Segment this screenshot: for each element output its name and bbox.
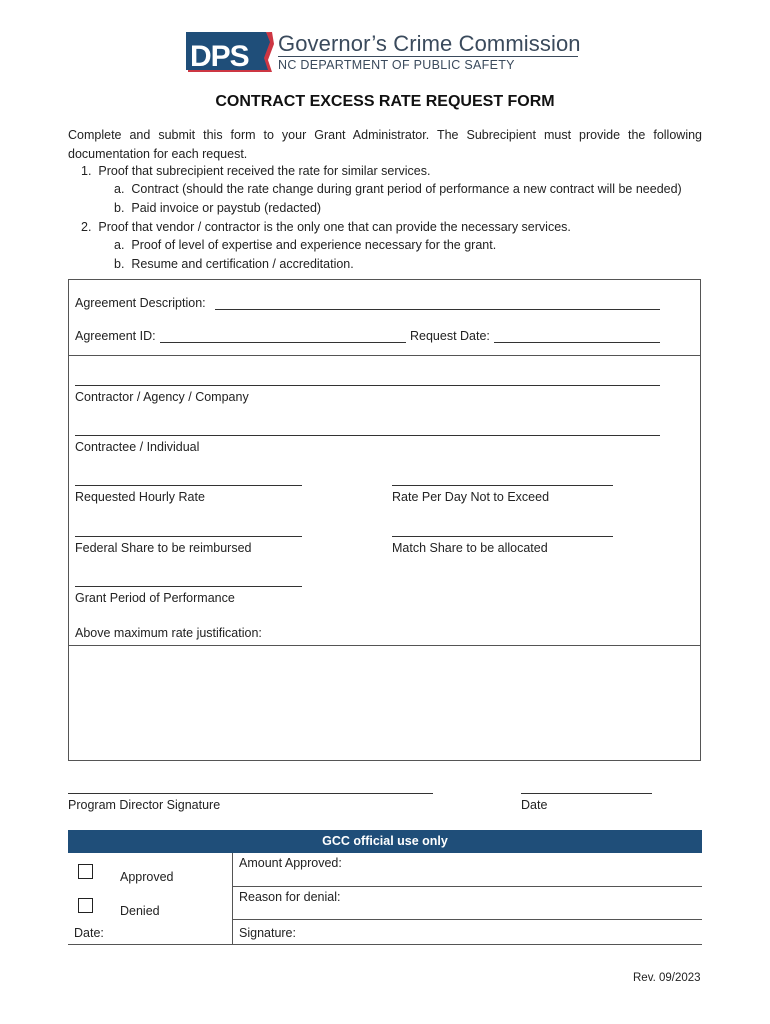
form-title: CONTRACT EXCESS RATE REQUEST FORM: [215, 93, 555, 110]
list-item: b. Paid invoice or paystub (redacted): [114, 201, 322, 215]
grant-period-label: Grant Period of Performance: [75, 591, 235, 605]
gcc-official-use-heading: GCC official use only: [68, 830, 702, 853]
agreement-id-field[interactable]: [160, 342, 406, 343]
director-signature-label: Program Director Signature: [68, 798, 221, 812]
approved-checkbox[interactable]: [78, 864, 93, 879]
federal-share-label: Federal Share to be reimbursed: [75, 541, 252, 555]
list-item: 2. Proof that vendor / contractor is the only one that can provide the necessary services.: [81, 220, 571, 234]
request-date-field[interactable]: [494, 342, 660, 343]
contractor-field[interactable]: [75, 385, 660, 386]
gcc-row-divider: [232, 886, 702, 887]
org-subtitle: NC DEPARTMENT OF PUBLIC SAFETY: [278, 58, 515, 72]
contractee-field[interactable]: [75, 435, 660, 436]
svg-text:DPS: DPS: [190, 40, 249, 73]
signature-date-label: Date: [521, 798, 548, 812]
gcc-table-bottom: [68, 944, 702, 945]
agreement-description-field[interactable]: [215, 309, 660, 310]
contractor-label: Contractor / Agency / Company: [75, 390, 249, 404]
request-date-label: Request Date:: [410, 329, 490, 343]
header-divider: [278, 56, 578, 57]
rate-per-day-label: Rate Per Day Not to Exceed: [392, 490, 550, 504]
hourly-rate-field[interactable]: [75, 485, 302, 486]
gcc-row-divider: [232, 919, 702, 920]
list-item: b. Resume and certification / accreditation.: [114, 257, 354, 271]
rate-per-day-field[interactable]: [392, 485, 613, 486]
agreement-id-label: Agreement ID:: [75, 329, 156, 343]
federal-share-field[interactable]: [75, 536, 302, 537]
justification-label: Above maximum rate justification:: [75, 626, 262, 640]
agreement-description-label: Agreement Description:: [75, 296, 206, 310]
form-intro: Complete and submit this form to your Grant Administrator. The Subrecipient must provide the following documentation for each request.: [68, 128, 702, 161]
signature-date-field[interactable]: [521, 793, 652, 794]
justification-divider: [68, 645, 701, 646]
justification-textarea[interactable]: [70, 647, 699, 759]
director-signature-field[interactable]: [68, 793, 433, 794]
amount-approved-label: Amount Approved:: [239, 856, 342, 870]
org-title: Governor’s Crime Commission: [278, 31, 581, 56]
gcc-date-label: Date:: [74, 926, 104, 940]
approved-label: Approved: [120, 870, 174, 884]
hourly-rate-label: Requested Hourly Rate: [75, 490, 205, 504]
denied-label: Denied: [120, 904, 160, 918]
list-item: a. Proof of level of expertise and experience necessary for the grant.: [114, 238, 497, 252]
denied-checkbox[interactable]: [78, 898, 93, 913]
section-divider: [68, 355, 701, 356]
contractee-label: Contractee / Individual: [75, 440, 200, 454]
list-item: a. Contract (should the rate change during grant period of performance a new contract will be needed): [114, 182, 682, 196]
revision-label: Rev. 09/2023: [633, 972, 701, 984]
list-item: 1. Proof that subrecipient received the rate for similar services.: [81, 164, 431, 178]
dps-logo-graphic: [186, 30, 276, 76]
match-share-label: Match Share to be allocated: [392, 541, 548, 555]
match-share-field[interactable]: [392, 536, 613, 537]
grant-period-field[interactable]: [75, 586, 302, 587]
gcc-signature-label: Signature:: [239, 926, 296, 940]
gcc-column-divider: [232, 853, 233, 945]
reason-for-denial-label: Reason for denial:: [239, 890, 341, 904]
